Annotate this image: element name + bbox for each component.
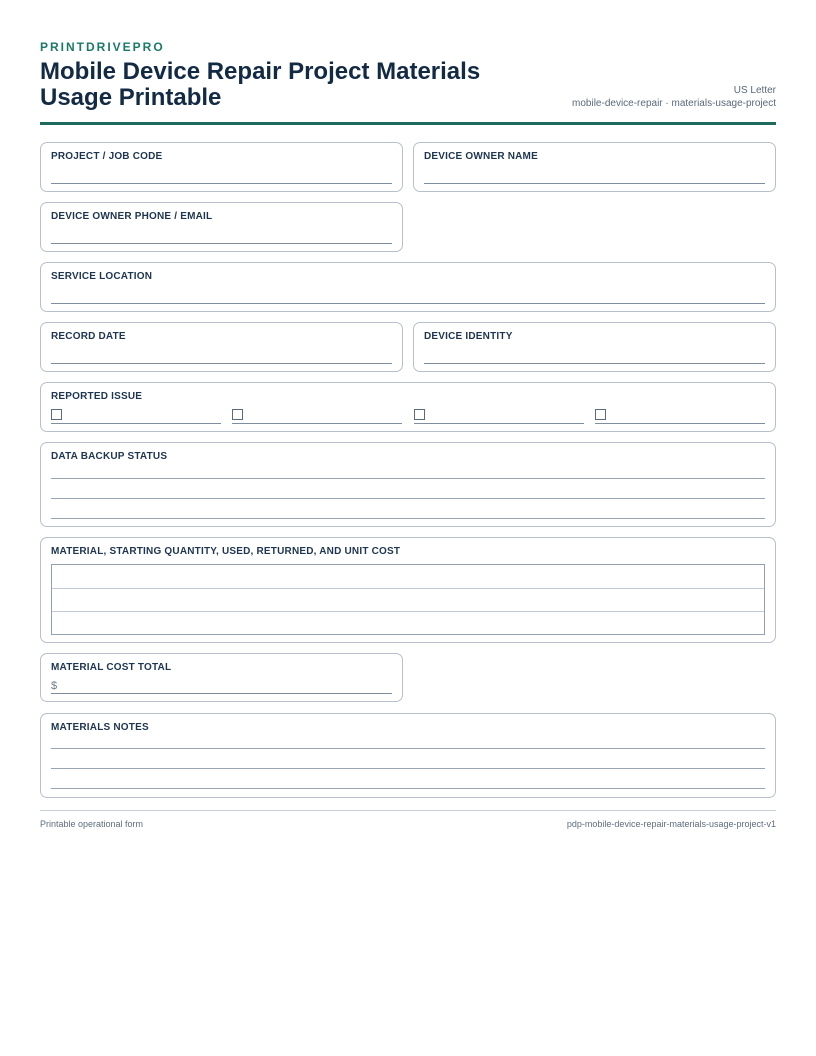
brand-name: PRINTDRIVEPRO xyxy=(40,40,165,54)
device-owner-contact-input-line[interactable] xyxy=(51,243,392,244)
materials-notes-field xyxy=(40,713,776,798)
checkbox[interactable] xyxy=(232,409,243,420)
material-cost-total-field xyxy=(40,653,403,702)
footer-divider xyxy=(40,810,776,811)
table-row-divider xyxy=(52,588,764,589)
write-line[interactable] xyxy=(51,498,765,499)
materials-table-field xyxy=(40,537,776,643)
page-title: Mobile Device Repair Project Materials Usage Printable xyxy=(40,58,481,111)
project-job-code-label: PROJECT / JOB CODE xyxy=(51,151,163,162)
footer-form-type: Printable operational form xyxy=(40,819,144,829)
document-tags: mobile-device-repair · materials-usage-project xyxy=(572,98,776,109)
project-job-code-input-line[interactable] xyxy=(51,183,392,184)
data-backup-status-field xyxy=(40,442,776,527)
device-identity-label: DEVICE IDENTITY xyxy=(424,331,513,342)
data-backup-status-label: DATA BACKUP STATUS xyxy=(51,451,168,462)
materials-table xyxy=(51,564,765,635)
material-cost-total-input-line[interactable] xyxy=(51,693,392,694)
device-owner-contact-label: DEVICE OWNER PHONE / EMAIL xyxy=(51,211,213,222)
materials-notes-label: MATERIALS NOTES xyxy=(51,722,149,733)
checkbox[interactable] xyxy=(595,409,606,420)
write-line[interactable] xyxy=(51,768,765,769)
table-row-divider xyxy=(52,611,764,612)
service-location-input-line[interactable] xyxy=(51,303,765,304)
project-job-code-field xyxy=(40,142,403,192)
write-line[interactable] xyxy=(51,478,765,479)
header-divider xyxy=(40,122,776,125)
option-write-line[interactable] xyxy=(51,423,221,424)
device-owner-name-label: DEVICE OWNER NAME xyxy=(424,151,538,162)
materials-table-label: MATERIAL, STARTING QUANTITY, USED, RETURNED, AND UNIT COST xyxy=(51,546,401,557)
device-identity-input-line[interactable] xyxy=(424,363,765,364)
document-meta xyxy=(572,84,776,110)
reported-issue-option-2 xyxy=(232,408,402,424)
write-line[interactable] xyxy=(51,788,765,789)
record-date-label: RECORD DATE xyxy=(51,331,126,342)
option-write-line[interactable] xyxy=(414,423,584,424)
checkbox[interactable] xyxy=(51,409,62,420)
write-line[interactable] xyxy=(51,748,765,749)
device-owner-name-input-line[interactable] xyxy=(424,183,765,184)
write-line[interactable] xyxy=(51,518,765,519)
reported-issue-label: REPORTED ISSUE xyxy=(51,391,143,402)
service-location-field xyxy=(40,262,776,312)
reported-issue-field xyxy=(40,382,776,432)
currency-symbol: $ xyxy=(51,680,58,692)
device-identity-field xyxy=(413,322,776,372)
record-date-input-line[interactable] xyxy=(51,363,392,364)
option-write-line[interactable] xyxy=(232,423,402,424)
reported-issue-option-3 xyxy=(414,408,584,424)
reported-issue-option-4 xyxy=(595,408,765,424)
device-owner-contact-field xyxy=(40,202,403,252)
material-cost-total-label: MATERIAL COST TOTAL xyxy=(51,662,172,673)
option-write-line[interactable] xyxy=(595,423,765,424)
device-owner-name-field xyxy=(413,142,776,192)
service-location-label: SERVICE LOCATION xyxy=(51,271,153,282)
checkbox[interactable] xyxy=(414,409,425,420)
reported-issue-option-1 xyxy=(51,408,221,424)
paper-size: US Letter xyxy=(733,85,776,96)
footer-form-id: pdp-mobile-device-repair-materials-usage-project-v1 xyxy=(566,819,776,829)
record-date-field xyxy=(40,322,403,372)
